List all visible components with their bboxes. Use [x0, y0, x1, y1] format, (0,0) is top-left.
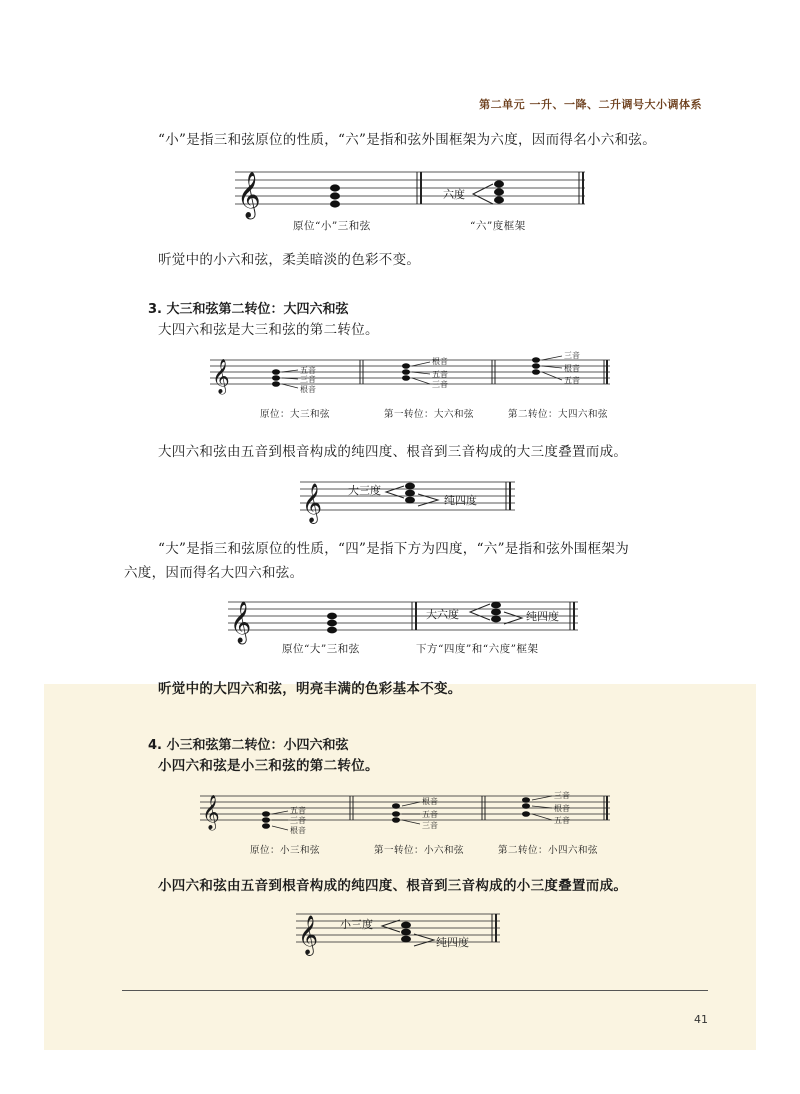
label-major-third: 大三度	[348, 484, 381, 497]
treble-clef-icon: 𝄞	[302, 483, 323, 523]
label-fifth: 五音	[554, 816, 570, 825]
label-root: 根音	[290, 826, 306, 835]
chord-minor-six-four	[401, 922, 411, 943]
label-perfect-fourth: 纯四度	[526, 610, 559, 623]
caption-root-minor-inv: 原位：小三和弦	[250, 845, 321, 856]
paragraph-major-six-four-naming-2: 六度，因而得名大四六和弦。	[124, 565, 304, 581]
chord-second-inversion	[532, 357, 540, 375]
label-perfect-fourth: 纯四度	[436, 936, 469, 949]
paragraph-major-six-four-color: 听觉中的大四六和弦，明亮丰满的色彩基本不变。	[158, 681, 462, 697]
treble-clef-icon: 𝄞	[298, 915, 319, 955]
chord-first-inversion	[402, 363, 410, 381]
caption-root-minor: 原位“小”三和弦	[293, 220, 371, 232]
chord-root-major	[327, 613, 337, 634]
label-third: 三音	[422, 821, 438, 830]
label-fifth: 五音	[300, 366, 316, 375]
chord-first-inversion	[392, 803, 400, 823]
staff-major-six-four-intervals	[300, 474, 520, 523]
paragraph-minor-six-four-intro: 小四六和弦是小三和弦的第二转位。	[158, 758, 379, 774]
caption-minor-second-inversion: 第二转位：小四六和弦	[498, 845, 599, 856]
label-third: 三音	[564, 351, 580, 360]
treble-clef-icon: 𝄞	[202, 795, 220, 830]
arrows-first	[412, 362, 430, 384]
third-bracket	[382, 920, 400, 932]
chord-sixth-frame	[494, 180, 504, 203]
treble-clef-icon: 𝄞	[212, 359, 230, 394]
label-root: 根音	[300, 385, 316, 394]
sixth-bracket	[473, 184, 493, 204]
treble-clef-icon: 𝄞	[237, 172, 261, 218]
chord-six-four-frame	[491, 602, 501, 623]
heading-minor-six-four: 4. 小三和弦第二转位：小四六和弦	[148, 738, 349, 753]
staff-major-inversions	[210, 350, 620, 400]
caption-major-second-inversion: 第二转位：大四六和弦	[508, 409, 609, 420]
label-fifth: 五音	[564, 376, 580, 385]
fourth-bracket	[504, 612, 522, 624]
page-number: 41	[694, 1013, 708, 1026]
arrows-first	[402, 802, 420, 824]
heading-major-six-four: 3. 大三和弦第二转位：大四六和弦	[148, 302, 349, 317]
arrows-root	[282, 370, 298, 388]
treble-clef-icon: 𝄞	[230, 602, 252, 643]
label-third: 三音	[290, 816, 306, 825]
staff-minor-sixth	[235, 164, 595, 218]
staff-lines	[235, 172, 585, 204]
label-minor-third: 小三度	[340, 918, 373, 931]
caption-fourth-sixth-frame: 下方“四度”和“六度”框架	[416, 643, 539, 655]
chord-root	[262, 811, 270, 829]
label-third: 三音	[300, 375, 316, 384]
paragraph-minor-sixth-color: 听觉中的小六和弦，柔美暗淡的色彩不变。	[158, 252, 421, 268]
label-fifth: 五音	[432, 370, 448, 379]
caption-sixth-frame: “六”度框架	[470, 220, 526, 232]
caption-minor-first-inversion: 第一转位：小六和弦	[374, 845, 465, 856]
label-sixth: 六度	[443, 188, 465, 201]
label-root: 根音	[432, 357, 448, 366]
paragraph-major-six-four-structure: 大四六和弦由五音到根音构成的纯四度、根音到三音构成的大三度叠置而成。	[158, 444, 628, 460]
fourth-bracket	[414, 934, 434, 946]
footer-rule	[122, 990, 708, 991]
staff-major-six-four-frame	[228, 592, 588, 642]
caption-root-major: 原位：大三和弦	[260, 409, 331, 420]
staff-minor-six-four-intervals	[296, 906, 506, 956]
label-root: 根音	[554, 804, 570, 813]
chord-second-inversion	[522, 797, 530, 817]
chord-root	[272, 369, 280, 387]
paragraph-minor-six-four-structure: 小四六和弦由五音到根音构成的纯四度、根音到三音构成的小三度叠置而成。	[158, 878, 628, 894]
paragraph-minor-sixth-definition: “小”是指三和弦原位的性质，“六”是指和弦外围框架为六度，因而得名小六和弦。	[158, 132, 657, 148]
paragraph-major-six-four-intro: 大四六和弦是大三和弦的第二转位。	[158, 322, 379, 338]
caption-root-major-quoted: 原位“大”三和弦	[282, 643, 360, 655]
label-third: 三音	[554, 791, 570, 800]
staff-minor-inversions	[200, 786, 620, 838]
label-perfect-fourth: 纯四度	[444, 494, 477, 507]
sixth-bracket	[470, 604, 490, 620]
label-third: 三音	[432, 380, 448, 389]
chord-root-position	[330, 184, 340, 207]
caption-major-first-inversion: 第一转位：大六和弦	[384, 409, 475, 420]
paragraph-major-six-four-naming-1: “大”是指三和弦原位的性质，“四”是指下方为四度，“六”是指和弦外围框架为	[158, 541, 630, 557]
running-header: 第二单元 一升、一降、二升调号大小调体系	[479, 98, 702, 111]
label-fifth: 五音	[290, 806, 306, 815]
label-major-sixth: 大六度	[426, 608, 459, 621]
chord-major-six-four	[405, 483, 415, 504]
arrows-second	[542, 356, 562, 380]
label-root: 根音	[564, 364, 580, 373]
label-fifth: 五音	[422, 810, 438, 819]
label-root: 根音	[422, 797, 438, 806]
